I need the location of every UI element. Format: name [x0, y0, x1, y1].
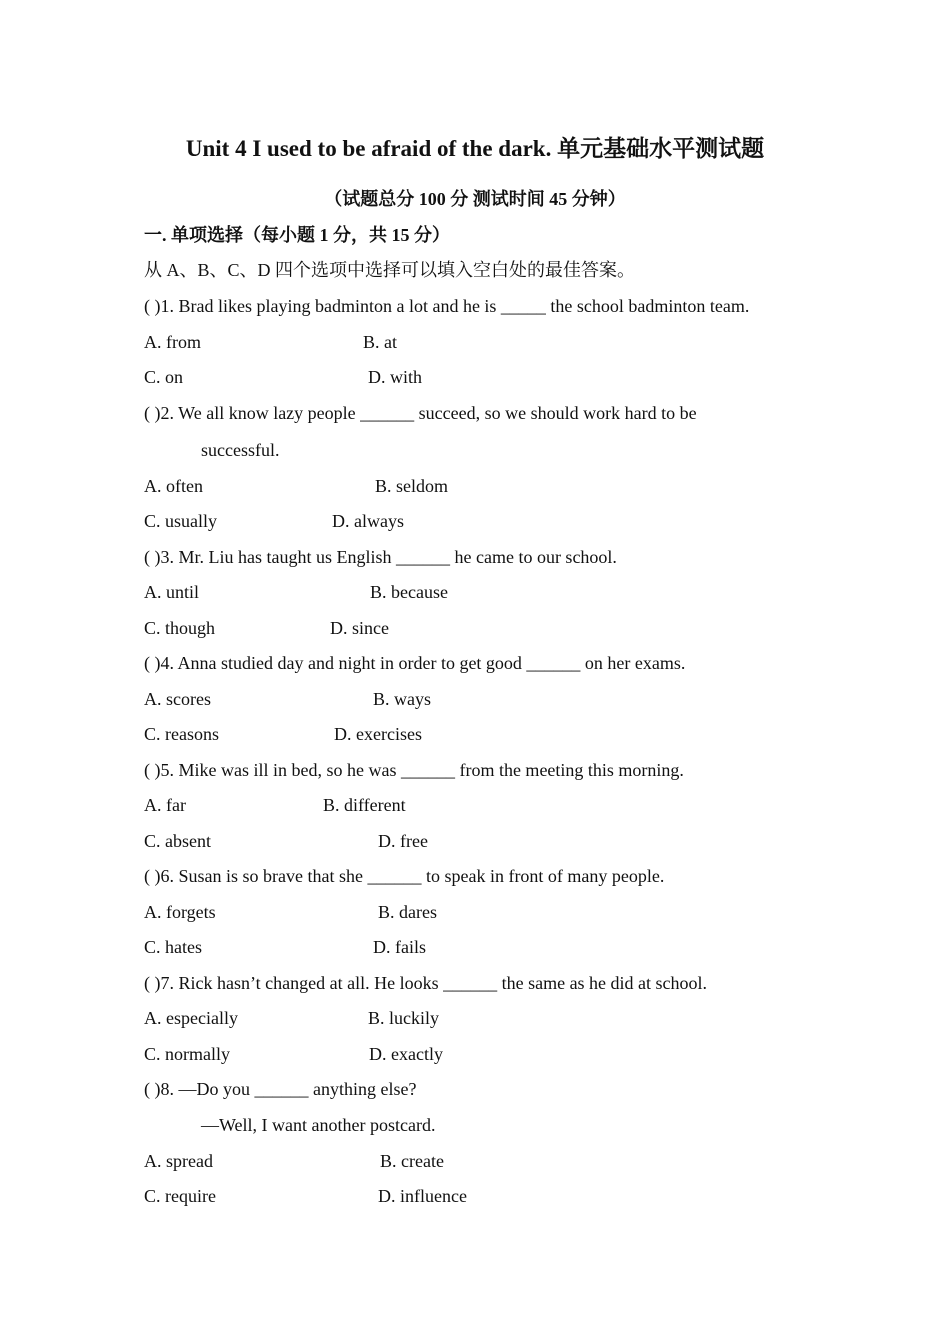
option-b: B. dares — [378, 902, 437, 922]
option-d: D. exactly — [369, 1044, 443, 1064]
option-a: A. scores — [144, 689, 211, 709]
option-c: C. require — [144, 1186, 216, 1206]
option-d: D. since — [330, 618, 389, 638]
option-c: C. on — [144, 367, 184, 387]
question-stem: ( )1. Brad likes playing badminton a lot and he is _____ the school badminton team. — [144, 296, 750, 316]
option-d: D. with — [368, 367, 422, 387]
option-b: B. at — [363, 332, 397, 352]
section-heading: 一. 单项选择（每小题 1 分，共 15 分） — [144, 225, 450, 245]
question-stem: ( )7. Rick hasn’t changed at all. He looks ______ the same as he did at school. — [144, 973, 708, 993]
option-c: C. usually — [144, 511, 218, 531]
option-b: B. seldom — [375, 476, 449, 496]
question-stem-continuation: —Well, I want another postcard. — [201, 1115, 436, 1135]
option-b: B. create — [380, 1151, 444, 1171]
option-c: C. hates — [144, 937, 202, 957]
question-stem-continuation: successful. — [201, 440, 280, 460]
option-d: D. fails — [373, 937, 426, 957]
option-d: D. free — [378, 831, 428, 851]
option-b: B. because — [370, 582, 448, 602]
option-a: A. far — [144, 795, 186, 815]
option-a: A. often — [144, 476, 203, 496]
question-stem: ( )3. Mr. Liu has taught us English ______ he came to our school. — [144, 547, 617, 567]
option-a: A. from — [144, 332, 201, 352]
option-c: C. reasons — [144, 724, 219, 744]
option-a: A. especially — [144, 1008, 238, 1028]
question-stem: ( )4. Anna studied day and night in order to get good ______ on her exams. — [144, 653, 686, 673]
question-stem: ( )6. Susan is so brave that she ______ to speak in front of many people. — [144, 866, 665, 886]
option-d: D. always — [332, 511, 404, 531]
question-stem: ( )5. Mike was ill in bed, so he was ______ from the meeting this morning. — [144, 760, 684, 780]
option-b: B. ways — [373, 689, 431, 709]
page-subtitle: （试题总分 100 分 测试时间 45 分钟） — [324, 189, 626, 209]
option-d: D. exercises — [334, 724, 422, 744]
section-instruction: 从 A、B、C、D 四个选项中选择可以填入空白处的最佳答案。 — [144, 260, 636, 280]
option-c: C. absent — [144, 831, 211, 851]
question-stem: ( )8. —Do you ______ anything else? — [144, 1079, 417, 1099]
option-c: C. though — [144, 618, 216, 638]
option-c: C. normally — [144, 1044, 230, 1064]
option-b: B. different — [323, 795, 406, 815]
option-b: B. luckily — [368, 1008, 439, 1028]
option-a: A. forgets — [144, 902, 216, 922]
option-a: A. spread — [144, 1151, 213, 1171]
question-stem: ( )2. We all know lazy people ______ succeed, so we should work hard to be — [144, 403, 697, 423]
option-a: A. until — [144, 582, 200, 602]
option-d: D. influence — [378, 1186, 467, 1206]
page-title: Unit 4 I used to be afraid of the dark. 单元基础水平测试题 — [185, 136, 765, 161]
